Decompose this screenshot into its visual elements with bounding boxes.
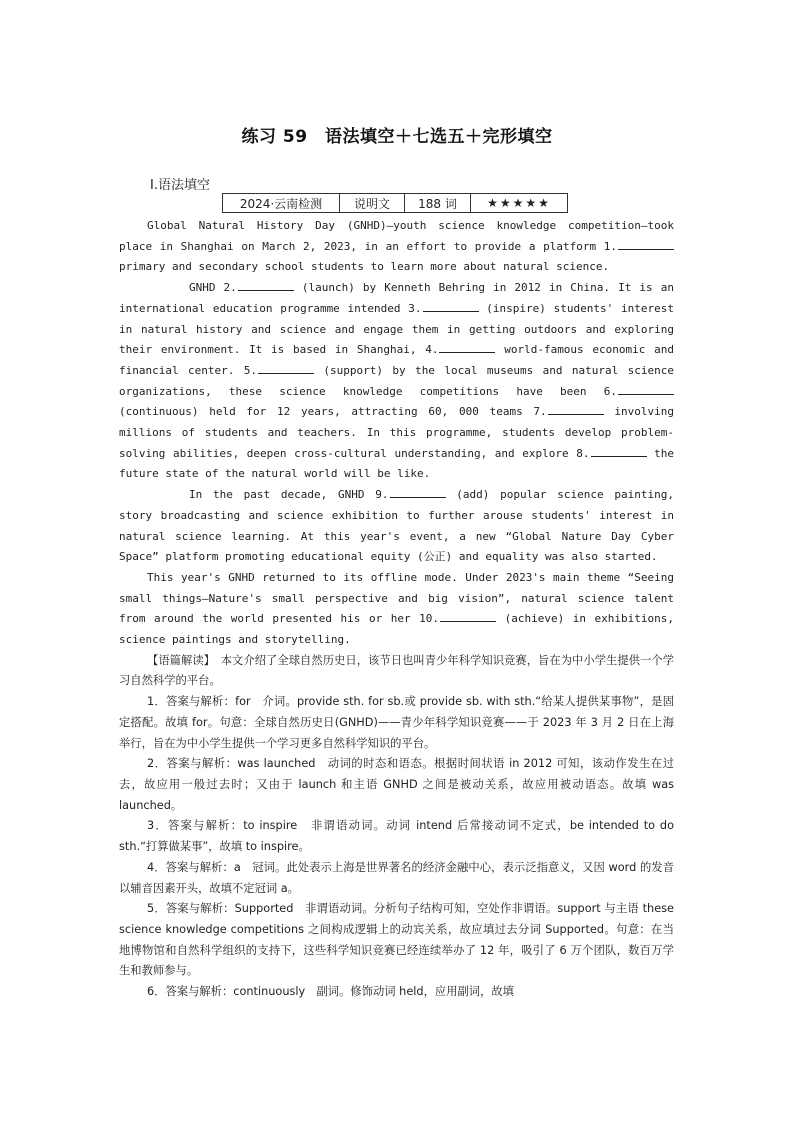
meta-word-count: 188 词 (405, 194, 471, 213)
passage-paragraph-1: Global Natural History Day (GNHD)—youth science knowledge competition—took place in Shanghai on March 2, 2023, in an effort to provide a platform 1. primary and secondary school students to learn more about natural science. (119, 219, 674, 274)
passage-paragraph-2: GNHD 2. (launch) by Kenneth Behring in 2012 in China. It is an international education programme intended 3. (inspire) students' interest in natural history and science and engage them in getting outdoors and exploring their environment. It is based in Shanghai, 4. world-famous economic and financial center. 5. (support) by the local museums and natural science organizations, these science knowledge competitions have been 6. (continuous) held for 12 years, attracting 60, 000 teams 7. involving millions of students and teachers. In this programme, students develop problem-solving abilities, deepen cross-cultural understanding, and explore 8. the future state of the natural world will be like. (119, 281, 675, 481)
answer-2: 2．答案与解析：was launched 动词的时态和语态。根据时间状语 in 2012 可知，该动作发生在过去，故应用一般过去时；又由于 launch 和主语 GNHD 之间是被动关系，故应用被动语态。故填 was launched。 (119, 757, 674, 812)
section-heading: Ⅰ.语法填空 (150, 178, 210, 193)
blank-3[interactable] (423, 300, 479, 312)
page-title: 练习 59 语法填空＋七选五＋完形填空 (241, 127, 553, 147)
blank-10[interactable] (440, 610, 496, 622)
meta-genre: 说明文 (340, 194, 405, 213)
analysis-intro-label: 【语篇解读】 (147, 653, 210, 667)
blank-8[interactable] (591, 445, 647, 457)
answer-1: 1．答案与解析：for 介词。provide sth. for sb.或 provide sb. with sth.“给某人提供某事物”，是固定搭配。故填 for。句意：全球自然历史日(GNHD)——青少年科学知识竞赛——于 2023 年 3 月 2 日在上海举行，旨在为中小学生提供一个学习更多自然科学知识的平台。 (119, 695, 674, 750)
blank-6[interactable] (618, 383, 674, 395)
blank-5[interactable] (258, 362, 314, 374)
blank-9[interactable] (390, 486, 446, 498)
analysis-intro: 【语篇解读】 本文介绍了全球自然历史日，该节日也叫青少年科学知识竞赛，旨在为中小学生提供一个学习自然科学的平台。 (119, 653, 674, 688)
blank-2[interactable] (238, 279, 294, 291)
answer-3: 3．答案与解析：to inspire 非谓语动词。动词 intend 后常接动词不定式，be intended to do sth.“打算做某事”，故填 to inspire。 (119, 819, 674, 854)
passage-paragraph-3: In the past decade, GNHD 9. (add) popular science painting, story broadcasting and science exhibition to further arouse students' interest in natural science learning. At this year's event, a new “Global Nature Day Cyber Space” platform promoting educational equity (公正) and equality was also started. (119, 488, 674, 564)
passage-paragraph-4: This year's GNHD returned to its offline mode. Under 2023's main theme “Seeing small things—Nature's small perspective and big vision”, natural science talent from around the world presented his or her 10. (achieve) in exhibitions, science paintings and storytelling. (119, 570, 675, 647)
answer-4: 4．答案与解析：a 冠词。此处表示上海是世界著名的经济金融中心，表示泛指意义，又因 word 的发音以辅音因素开头，故填不定冠词 a。 (119, 860, 674, 895)
blank-7[interactable] (548, 403, 604, 415)
meta-difficulty: ★★★★★ (471, 194, 568, 213)
passage (119, 216, 674, 1003)
answer-6: 6．答案与解析：continuously 副词。修饰动词 held，应用副词，故填 (147, 985, 514, 999)
meta-table (222, 193, 568, 213)
blank-4[interactable] (439, 341, 495, 353)
blank-1[interactable] (618, 238, 674, 250)
answer-5: 5．答案与解析：Supported 非谓语动词。分析句子结构可知，空处作非谓语。support 与主语 these science knowledge competitions 之间构成逻辑上的动宾关系，故应填过去分词 Supported。句意：在当地博物馆和自然科学组织的支持下，这些科学知识竞赛已经连续举办了 12 年，吸引了 6 万个团队，数百万学生和教师参与。 (119, 902, 674, 978)
meta-source: 2024·云南检测 (223, 194, 340, 213)
